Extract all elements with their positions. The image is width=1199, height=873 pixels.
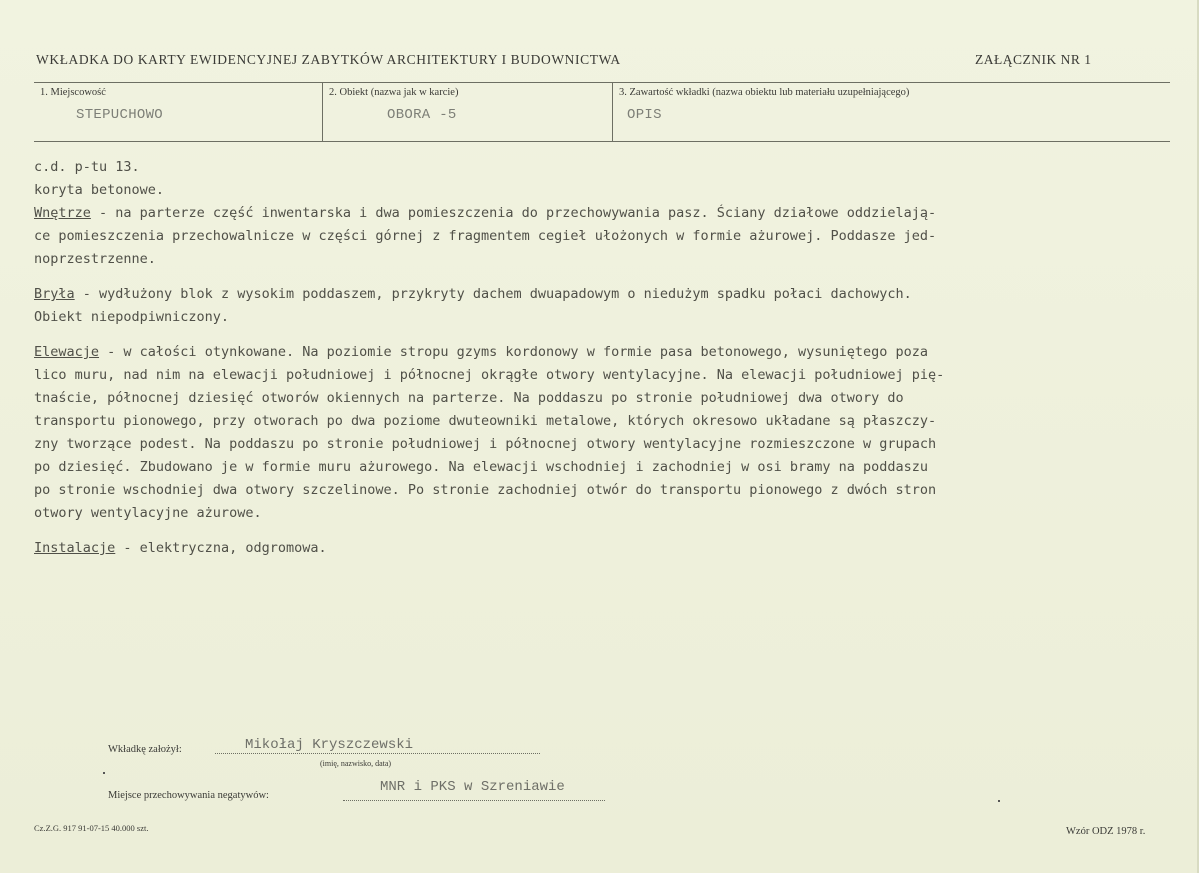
section-text: ce pomieszczenia przechowalnicze w części górnej z fragmentem cegieł ułożonych w formie ażurowej. Poddasze jed- xyxy=(34,228,937,244)
created-by-sublabel: (imię, nazwisko, data) xyxy=(320,759,392,768)
field-content-value: OPIS xyxy=(627,107,662,123)
field-content xyxy=(613,83,1170,141)
field-locality-value: STEPUCHOWO xyxy=(76,107,164,123)
intro-line: c.d. p-tu 13. xyxy=(34,159,140,175)
section-heading: Instalacje xyxy=(34,540,116,556)
print-code: Cz.Z.G. 917 91-07-15 40.000 szt. xyxy=(34,823,149,833)
section-text: lico muru, nad nim na elewacji południowej i północnej okrągłe otwory wentylacyjne. Na elewacji południowej pię- xyxy=(34,367,945,383)
negatives-label: Miejsce przechowywania negatywów: xyxy=(108,790,269,801)
field-object-value: OBORA -5 xyxy=(387,107,457,123)
intro-line: koryta betonowe. xyxy=(34,182,165,198)
field-object-label: 2. Obiekt (nazwa jak w karcie) xyxy=(329,87,459,98)
section-text: - w całości otynkowane. Na poziomie stropu gzyms kordonowy w formie pasa betonowego, wysuniętego poza xyxy=(99,344,929,360)
section-text: po dziesięć. Zbudowano je w formie muru ażurowego. Na elewacji wschodniej i zachodniej w osi bramy na poddaszu xyxy=(34,459,929,475)
punch-mark xyxy=(103,772,105,774)
form-pattern: Wzór ODZ 1978 r. xyxy=(1066,826,1146,837)
section-heading: Bryła xyxy=(34,286,75,302)
paragraph-gap xyxy=(34,329,1190,341)
section-wnetrze xyxy=(34,202,1190,225)
section-heading: Elewacje xyxy=(34,344,100,360)
negatives-value: MNR i PKS w Szreniawie xyxy=(380,779,565,795)
created-by-line xyxy=(215,753,540,754)
section-text: Obiekt niepodpiwniczony. xyxy=(34,309,230,325)
field-content-label: 3. Zawartość wkładki (nazwa obiektu lub materiału uzupełniającego) xyxy=(619,87,910,98)
section-text: otwory wentylacyjne ażurowe. xyxy=(34,505,262,521)
created-by-value: Mikołaj Kryszczewski xyxy=(245,737,414,753)
description-body xyxy=(34,156,1190,560)
section-instalacje xyxy=(34,537,1190,560)
punch-mark xyxy=(998,800,1000,802)
section-text: - na parterze część inwentarska i dwa pomieszczenia do przechowywania pasz. Ściany działowe oddzielają- xyxy=(90,205,937,221)
negatives-line xyxy=(343,800,605,801)
field-locality xyxy=(34,83,323,141)
created-by-label: Wkładkę założył: xyxy=(108,744,182,755)
section-text: - elektryczna, odgromowa. xyxy=(115,540,327,556)
section-bryla xyxy=(34,283,1190,306)
paragraph-gap xyxy=(34,271,1190,283)
section-elewacje xyxy=(34,341,1190,364)
paragraph-gap xyxy=(34,525,1190,537)
section-heading: Wnętrze xyxy=(34,205,91,221)
annex-number: ZAŁĄCZNIK NR 1 xyxy=(975,52,1092,67)
field-locality-label: 1. Miejscowość xyxy=(40,87,106,98)
section-text: - wydłużony blok z wysokim poddaszem, przykryty dachem dwuapadowym o niedużym spadku połaci dachowych. xyxy=(74,286,912,302)
form-title: WKŁADKA DO KARTY EWIDENCYJNEJ ZABYTKÓW ARCHITEKTURY I BUDOWNICTWA xyxy=(36,52,621,67)
field-object xyxy=(323,83,613,141)
header-fields xyxy=(34,82,1170,142)
section-text: tnaście, północnej dziesięć otworów okiennych na parterze. Na poddaszu po stronie południowej dwa otwory do xyxy=(34,390,904,406)
section-text: zny tworzące podest. Na poddaszu po stronie południowej i północnej otwory wentylacyjne rozmieszczone w grupach xyxy=(34,436,937,452)
section-text: noprzestrzenne. xyxy=(34,251,156,267)
section-text: transportu pionowego, przy otworach po dwa poziome dwuteowniki metalowe, których okresowo układane są płaszczy- xyxy=(34,413,937,429)
section-text: po stronie wschodniej dwa otwory szczelinowe. Po stronie zachodniej otwór do transportu pionowego z dwóch stron xyxy=(34,482,937,498)
